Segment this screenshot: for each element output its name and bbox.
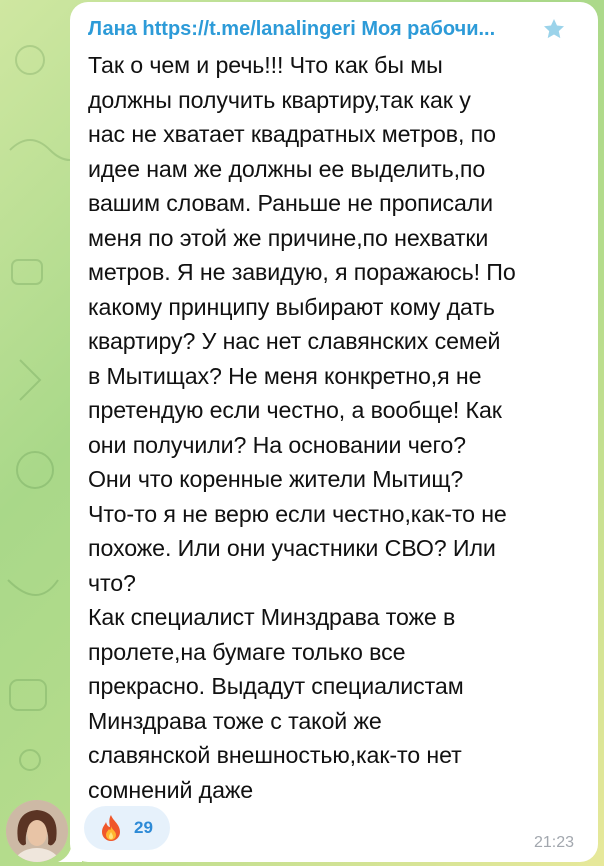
message-line: должны получить квартиру,так как у [88,86,471,113]
message-line: славянской внешностью,как-то нет [88,742,462,768]
message-line: Минздрава тоже с такой же [88,707,382,734]
message-line: квартиру? У нас нет славянских семей [88,328,501,354]
message-line: вашим словам. Раньше не прописали [88,190,494,216]
message-line: что? [88,569,136,596]
message-line: какому принципу выбирают кому дать [88,293,495,320]
message-line: похоже. Или они участники СВО? Или [88,535,496,561]
reaction-count: 29 [134,818,153,837]
message-line: сомнений даже [88,776,254,803]
message-time: 21:23 [533,834,574,851]
message-line: прекрасно. Выдадут специалистам [88,673,464,699]
message-line: в Мытищах? Не меня конкретно,я не [88,362,482,389]
message-bubble[interactable] [70,2,598,862]
message-header [88,12,580,46]
message-line: Что-то я не верю если честно,как-то не [88,500,507,527]
message-line: Как специалист Минздрава тоже в [88,604,456,630]
message-line: пролете,на бумаге только все [88,638,406,665]
reaction-button[interactable] [84,806,170,850]
message-line: Они что коренные жители Мытищ? [88,466,464,492]
message-line: метров. Я не завидую, я поражаюсь! По [88,259,516,285]
message-line: Так о чем и речь!!! Что как бы мы [88,52,443,78]
message-line: претендую если честно, а вообще! Как [88,397,502,423]
sender-name[interactable]: Лана https://t.me/lanalingeri Моя рабочи... [88,17,496,40]
message-line: меня по этой же причине,по нехватки [88,224,489,251]
message-line: нас не хватает квадратных метров, по [88,121,496,147]
message-line: они получили? На основании чего? [88,431,466,458]
message-line: идее нам же должны ее выделить,по [88,155,486,182]
star-icon [542,17,566,41]
fire-icon [98,814,124,842]
message-text [88,48,580,807]
